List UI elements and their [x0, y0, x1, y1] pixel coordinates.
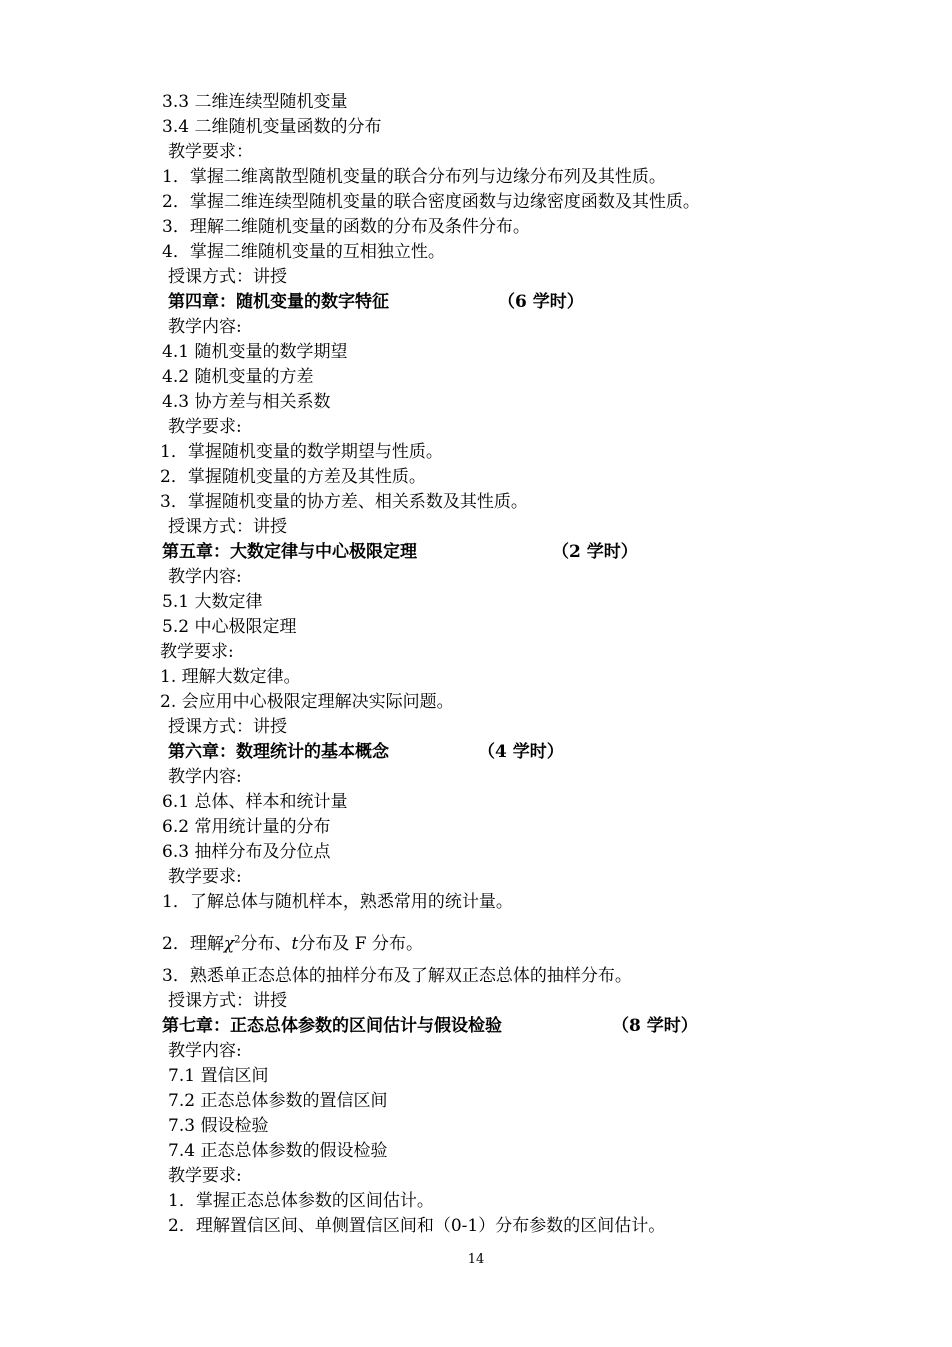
teaching-method: 授课方式：讲授 [168, 517, 287, 537]
requirement-item: 1. 理解大数定律。 [160, 667, 301, 687]
section-6-1: 6.1 总体、样本和统计量 [162, 792, 348, 812]
section-5-1: 5.1 大数定律 [162, 592, 263, 612]
section-7-2: 7.2 正态总体参数的置信区间 [168, 1091, 388, 1111]
section-7-1: 7.1 置信区间 [168, 1066, 269, 1086]
teaching-requirements-label: 教学要求: [160, 642, 234, 662]
teaching-method: 授课方式：讲授 [168, 267, 287, 287]
chapter-5-heading [162, 540, 638, 564]
requirement-item: 1．了解总体与随机样本，熟悉常用的统计量。 [162, 892, 513, 912]
formula-prefix: 2．理解 [162, 934, 224, 954]
teaching-method: 授课方式：讲授 [168, 717, 287, 737]
section-3-4: 3.4 二维随机变量函数的分布 [162, 117, 382, 137]
teaching-requirements-label: 教学要求: [168, 1166, 242, 1186]
teaching-content-label: 教学内容: [168, 767, 242, 787]
requirement-item: 2．理解置信区间、单侧置信区间和（0-1）分布参数的区间估计。 [168, 1216, 666, 1236]
page-number: 14 [467, 1252, 485, 1267]
section-7-3: 7.3 假设检验 [168, 1116, 269, 1136]
chi-symbol: χ [223, 934, 235, 954]
requirement-item-formula [162, 932, 423, 956]
chapter-7-heading [162, 1014, 698, 1038]
formula-suffix: 分布及 F 分布。 [298, 934, 423, 954]
chapter-title: 第七章：正态总体参数的区间估计与假设检验 [162, 1016, 502, 1036]
chapter-hours: （2 学时） [552, 542, 638, 562]
section-3-3: 3.3 二维连续型随机变量 [162, 92, 348, 112]
chapter-6-heading [168, 740, 564, 764]
chapter-hours: （6 学时） [498, 292, 584, 312]
section-4-3: 4.3 协方差与相关系数 [162, 392, 331, 412]
teaching-content-label: 教学内容: [168, 567, 242, 587]
teaching-requirements-label: 教学要求: [168, 417, 242, 437]
section-7-4: 7.4 正态总体参数的假设检验 [168, 1141, 388, 1161]
requirement-item: 2．掌握随机变量的方差及其性质。 [160, 467, 426, 487]
chapter-title: 第六章：数理统计的基本概念 [168, 742, 389, 762]
t-symbol: t [291, 934, 299, 954]
section-4-1: 4.1 随机变量的数学期望 [162, 342, 348, 362]
chapter-title: 第四章：随机变量的数字特征 [168, 292, 389, 312]
requirement-item: 1．掌握二维离散型随机变量的联合分布列与边缘分布列及其性质。 [162, 167, 666, 187]
requirement-item: 2．掌握二维连续型随机变量的联合密度函数与边缘密度函数及其性质。 [162, 192, 700, 212]
formula-middle: 分布、 [240, 934, 292, 954]
section-5-2: 5.2 中心极限定理 [162, 617, 297, 637]
section-4-2: 4.2 随机变量的方差 [162, 367, 314, 387]
teaching-requirements-label: 教学要求: [168, 867, 242, 887]
teaching-content-label: 教学内容: [168, 317, 242, 337]
requirement-item: 3．熟悉单正态总体的抽样分布及了解双正态总体的抽样分布。 [162, 966, 632, 986]
teaching-method: 授课方式：讲授 [168, 991, 287, 1011]
requirement-item: 3．理解二维随机变量的函数的分布及条件分布。 [162, 217, 530, 237]
chapter-4-heading [168, 290, 584, 314]
teaching-requirements-label: 教学要求： [168, 142, 253, 162]
requirement-item: 3．掌握随机变量的协方差、相关系数及其性质。 [160, 492, 528, 512]
chi-exponent: 2 [234, 934, 241, 946]
section-6-2: 6.2 常用统计量的分布 [162, 817, 331, 837]
teaching-content-label: 教学内容: [168, 1041, 242, 1061]
requirement-item: 2. 会应用中心极限定理解决实际问题。 [160, 692, 454, 712]
chapter-hours: （8 学时） [612, 1016, 698, 1036]
requirement-item: 1．掌握随机变量的数学期望与性质。 [160, 442, 443, 462]
requirement-item: 4．掌握二维随机变量的互相独立性。 [162, 242, 445, 262]
section-6-3: 6.3 抽样分布及分位点 [162, 842, 331, 862]
chapter-title: 第五章：大数定律与中心极限定理 [162, 542, 417, 562]
requirement-item: 1．掌握正态总体参数的区间估计。 [168, 1191, 434, 1211]
chapter-hours: （4 学时） [478, 742, 564, 762]
